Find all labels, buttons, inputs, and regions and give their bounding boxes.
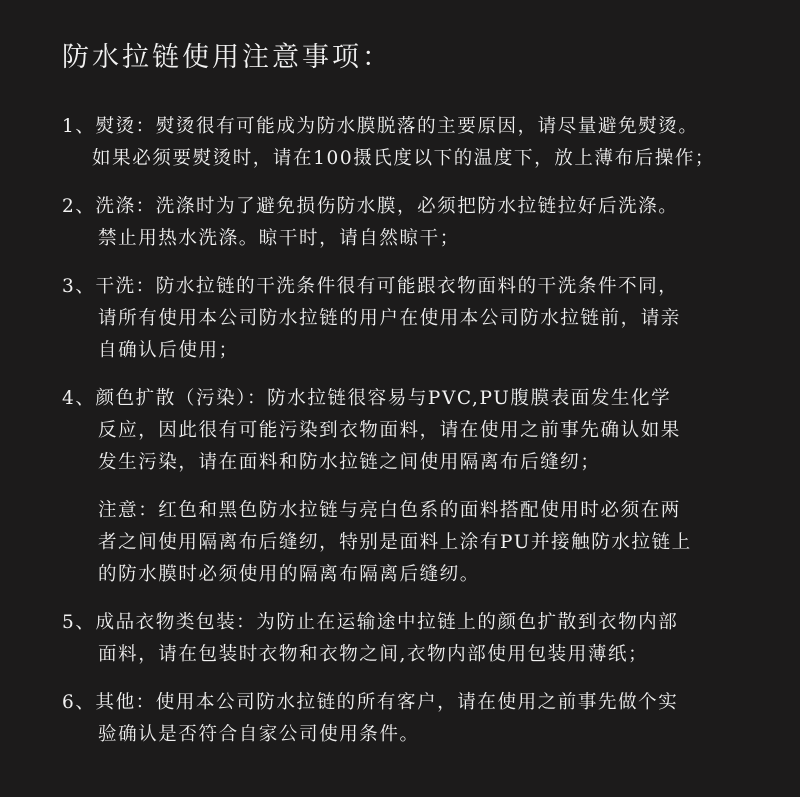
section-5-line-2: 面料，请在包装时衣物和衣物之间,衣物内部使用包装用薄纸； — [98, 644, 649, 665]
note-line-1: 注意：红色和黑色防水拉链与亮白色系的面料搭配使用时必须在两 — [98, 500, 681, 521]
section-1-line-1: 1、熨烫：熨烫很有可能成为防水膜脱落的主要原因，请尽量避免熨烫。 — [62, 116, 699, 137]
section-4-line-1: 4、颜色扩散（污染）：防水拉链很容易与PVC,PU腹膜表面发生化学 — [62, 388, 672, 409]
note-line-3: 的防水膜时必须使用的隔离布隔离后缝纫。 — [98, 564, 480, 585]
section-3-line-2: 请所有使用本公司防水拉链的用户在使用本公司防水拉链前，请亲 — [98, 308, 681, 329]
section-5-line-1: 5、成品衣物类包装：为防止在运输途中拉链上的颜色扩散到衣物内部 — [62, 612, 679, 633]
document-title: 防水拉链使用注意事项： — [62, 42, 392, 73]
section-6-line-1: 6、其他：使用本公司防水拉链的所有客户，请在使用之前事先做个实 — [62, 692, 679, 713]
note-line-2: 者之间使用隔离布后缝纫，特别是面料上涂有PU并接触防水拉链上 — [98, 532, 692, 553]
section-1-line-2: 如果必须要熨烫时，请在100摄氏度以下的温度下，放上薄布后操作； — [92, 148, 716, 169]
section-2-line-2: 禁止用热水洗涤。晾干时，请自然晾干； — [98, 228, 460, 249]
section-3-line-1: 3、干洗：防水拉链的干洗条件很有可能跟衣物面料的干洗条件不同， — [62, 276, 679, 297]
section-3-line-3: 自确认后使用； — [98, 340, 239, 361]
section-6-line-2: 验确认是否符合自家公司使用条件。 — [98, 724, 420, 745]
section-4-line-2: 反应，因此很有可能污染到衣物面料，请在使用之前事先确认如果 — [98, 420, 681, 441]
section-4-line-3: 发生污染，请在面料和防水拉链之间使用隔离布后缝纫； — [98, 452, 601, 473]
section-2-line-1: 2、洗涤：洗涤时为了避免损伤防水膜，必须把防水拉链拉好后洗涤。 — [62, 196, 679, 217]
